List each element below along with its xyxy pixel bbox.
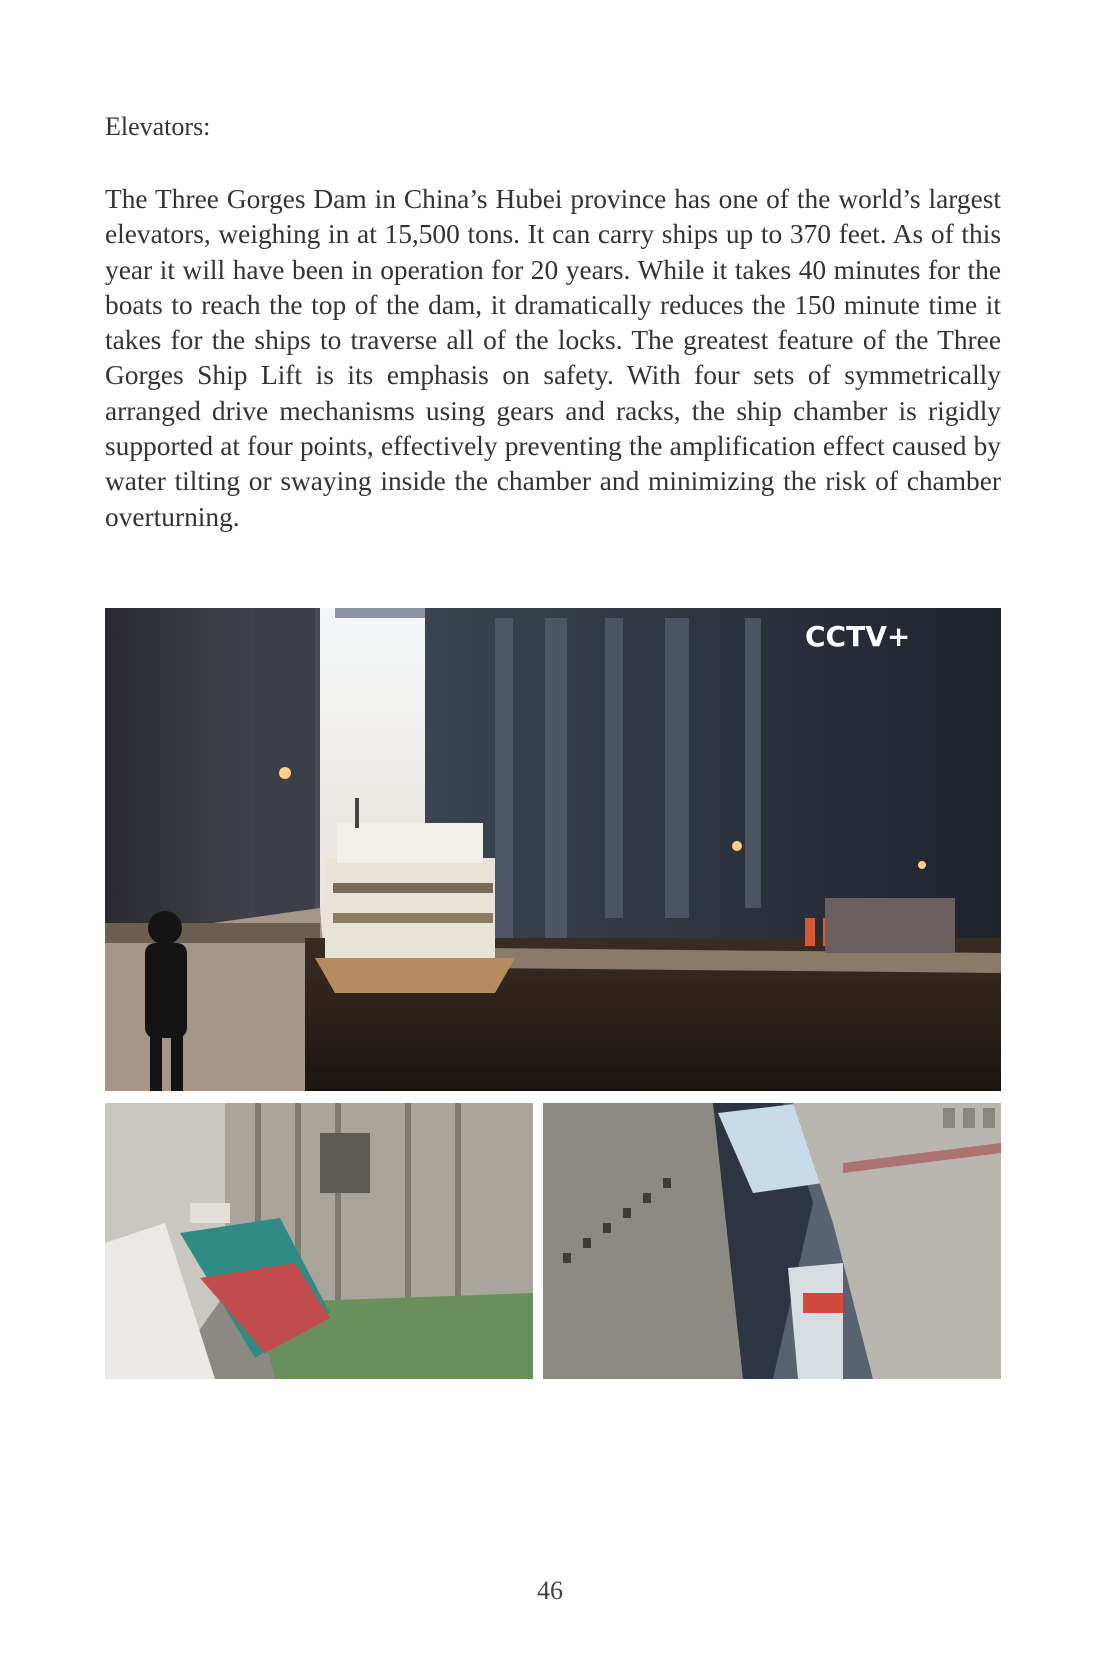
watermark-text: CCTV+ — [805, 620, 911, 653]
chamber-aerial-image — [105, 1103, 533, 1379]
section-heading: Elevators: — [105, 112, 211, 141]
body-paragraph: The Three Gorges Dam in China’s Hubei province has one of the world’s largest elevators, weighing in at 15,500 tons. It can carry ships up to 370 feet. As of this year it will have been in operation for 20 years. While it takes 40 minutes for the boats to reach the top of the dam, it dramatically reduces the 150 minute time it takes for the ships to traverse all of the locks. The greatest feature of the Three Gorges Ship Lift is its emphasis on safety. With four sets of symmetrically arranged drive mechanisms using gears and racks, the ship chamber is rigidly supported at four points, effectively preventing the amplification effect caused by water tilting or swaying inside the chamber and minimizing the risk of chamber overturning. — [105, 184, 1001, 532]
ship-lift-chamber-image — [105, 608, 1001, 1091]
ship-lift-chamber-photo — [105, 608, 1001, 1091]
chamber-aerial-photo — [105, 1103, 533, 1379]
tower-upward-image — [543, 1103, 1001, 1379]
page-number: 46 — [537, 1576, 563, 1605]
tower-upward-photo — [543, 1103, 1001, 1379]
